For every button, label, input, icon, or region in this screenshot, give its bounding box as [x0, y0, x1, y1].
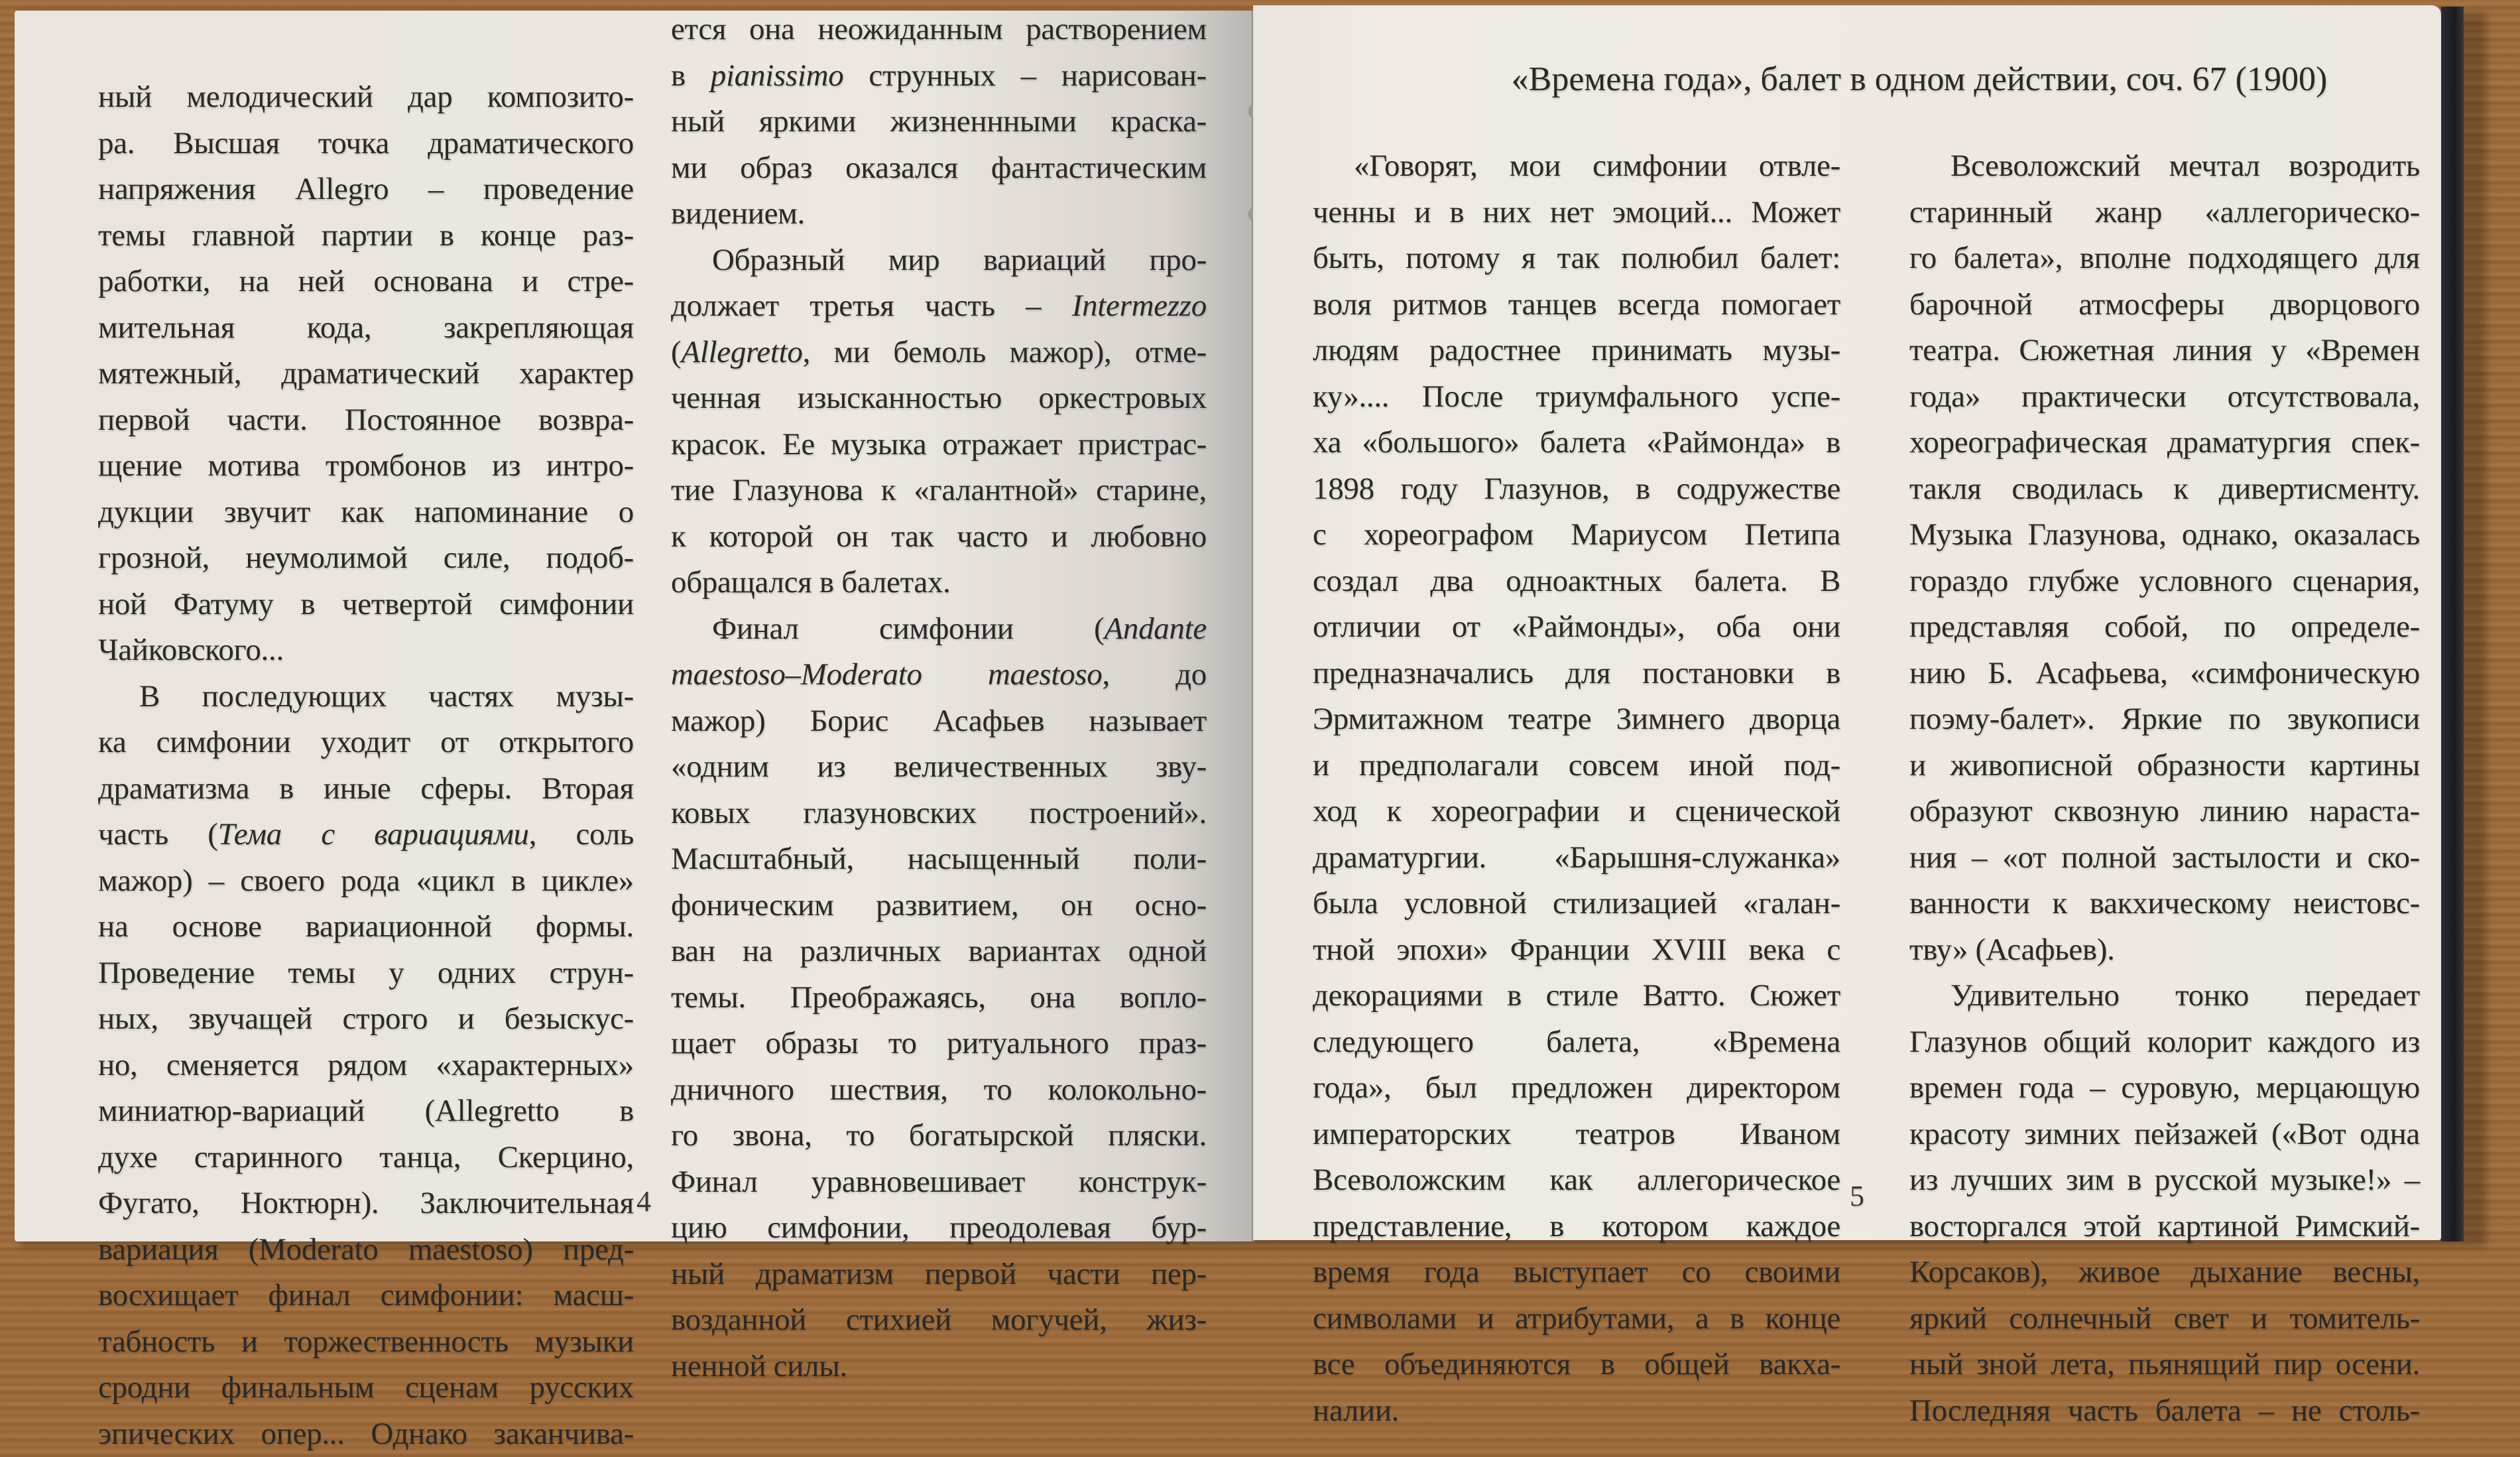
text-line: мажор) Борис Асафьев называет — [671, 698, 1207, 745]
text-line: го звона, то богатырской пляски. — [671, 1113, 1207, 1159]
text-line: в pianissimo струнных – нарисован- — [671, 53, 1207, 99]
text-line: Корсаков), живое дыхание весны, — [1909, 1249, 2420, 1296]
text-line: создал два одноактных балета. В — [1313, 558, 1840, 605]
text-line: видением. — [671, 191, 1207, 237]
text-line: к которой он так часто и любовно — [671, 514, 1207, 560]
left-page-column-2 — [671, 7, 1207, 1389]
text-line: Всеволожский мечтал возродить — [1909, 143, 2420, 190]
text-line: гораздо глубже условного сценария, — [1909, 558, 2420, 605]
text-line: императорских театров Иваном — [1313, 1111, 1840, 1158]
booklet-cover-edge — [2441, 7, 2464, 1241]
text-line: драматургии. «Барышня-служанка» — [1313, 835, 1840, 881]
page-number-right: 5 — [1850, 1179, 1864, 1213]
text-line: предназначались для постановки в — [1313, 651, 1840, 697]
text-line: представление, в котором каждое — [1313, 1204, 1840, 1250]
text-line: дничного шествия, то колокольно- — [671, 1067, 1207, 1113]
text-line: года» практически отсутствовала, — [1909, 374, 2420, 420]
text-line: хореографическая драматургия спек- — [1909, 420, 2420, 466]
text-line: старинный жанр «аллегорическо- — [1909, 190, 2420, 236]
text-line: и живописной образности картины — [1909, 743, 2420, 789]
text-line: года», был предложен директором — [1313, 1065, 1840, 1111]
text-line: ход к хореографии и сценической — [1313, 789, 1840, 835]
text-line: ка симфонии уходит от открытого — [98, 720, 634, 766]
page-number-left: 4 — [636, 1184, 651, 1218]
text-line: символами и атрибутами, а в конце — [1313, 1296, 1840, 1342]
text-line: но, сменяется рядом «характерных» — [98, 1043, 634, 1089]
text-line: людям радостнее принимать музы- — [1313, 328, 1840, 374]
text-line: Образный мир вариаций про- — [671, 237, 1207, 284]
text-line: театра. Сюжетная линия у «Времен — [1909, 328, 2420, 374]
text-line: ванности к вакхическому неистовс- — [1909, 881, 2420, 927]
text-line: Эрмитажном театре Зимнего дворца — [1313, 696, 1840, 743]
text-line: maestoso–Moderato maestoso, до — [671, 652, 1207, 698]
text-line: ный зной лета, пьянящий пир осени. — [1909, 1342, 2420, 1388]
text-line: ненной силы. — [671, 1344, 1207, 1390]
text-line: из лучших зим в русской музыке!» – — [1909, 1157, 2420, 1204]
text-line: грозной, неумолимой силе, подоб- — [98, 535, 634, 582]
text-line: го балета», вполне подходящего для — [1909, 235, 2420, 282]
text-line: фоническим развитием, он осно- — [671, 883, 1207, 929]
text-line: ченная изысканностью оркестровых — [671, 375, 1207, 422]
text-line: тной эпохи» Франции XVIII века с — [1313, 927, 1840, 974]
text-line: Финал уравновешивает конструк- — [671, 1159, 1207, 1206]
text-line: восторгался этой картиной Римский- — [1909, 1204, 2420, 1250]
text-line: времен года – суровую, мерцающую — [1909, 1065, 2420, 1111]
text-line: ковых глазуновских построений». — [671, 791, 1207, 837]
text-line: такля сводилась к дивертисменту. — [1909, 466, 2420, 513]
text-line: на основе вариационной формы. — [98, 904, 634, 950]
text-line: красок. Ее музыка отражает пристрас- — [671, 422, 1207, 468]
text-line: возданной стихией могучей, жиз- — [671, 1297, 1207, 1344]
text-line: ра. Высшая точка драматического — [98, 121, 634, 167]
text-line: ных, звучащей строго и безыскус- — [98, 996, 634, 1043]
text-line: ку».... После триумфального успе- — [1313, 374, 1840, 420]
text-line: сродни финальным сценам русских — [98, 1365, 634, 1411]
text-line: «Говорят, мои симфонии отвле- — [1313, 143, 1840, 190]
text-line: мятежный, драматический характер — [98, 351, 634, 397]
text-line: барочной атмосферы дворцового — [1909, 282, 2420, 328]
text-line: была условной стилизацией «галан- — [1313, 881, 1840, 927]
text-line: налии. — [1313, 1388, 1840, 1434]
text-line: дукции звучит как напоминание о — [98, 489, 634, 536]
right-page-column-2 — [1909, 143, 2420, 1434]
text-line: Проведение темы у одних струн- — [98, 950, 634, 997]
text-line: «одним из величественных зву- — [671, 744, 1207, 791]
text-line: образуют сквозную линию нараста- — [1909, 789, 2420, 835]
text-line: и предполагали совсем иной под- — [1313, 743, 1840, 789]
text-line: духе старинного танца, Скерцино, — [98, 1135, 634, 1181]
text-line: время года выступает со своими — [1313, 1249, 1840, 1296]
text-line: отличии от «Раймонды», оба они — [1313, 604, 1840, 651]
text-line: быть, потому я так полюбил балет: — [1313, 235, 1840, 282]
text-line: ченны и в них нет эмоций... Может — [1313, 190, 1840, 236]
text-line: тие Глазунова к «галантной» старине, — [671, 468, 1207, 514]
text-line: ный яркими жизненнными краска- — [671, 99, 1207, 145]
text-line: Глазунов общий колорит каждого из — [1909, 1019, 2420, 1066]
text-line: первой части. Постоянное возвра- — [98, 397, 634, 444]
text-line: ван на различных вариантах одной — [671, 928, 1207, 975]
text-line: Последняя часть балета – не столь- — [1909, 1388, 2420, 1434]
text-line: мительная кода, закрепляющая — [98, 305, 634, 351]
text-line: 1898 году Глазунов, в содружестве — [1313, 466, 1840, 513]
text-line: Фугато, Ноктюрн). Заключительная — [98, 1180, 634, 1227]
text-line: Финал симфонии (Andante — [671, 606, 1207, 653]
text-line: Всеволожским как аллегорическое — [1313, 1157, 1840, 1204]
text-line: обращался в балетах. — [671, 560, 1207, 606]
text-line: В последующих частях музы- — [98, 674, 634, 720]
text-line: (Allegretto, ми бемоль мажор), отме- — [671, 330, 1207, 376]
text-line: представляя собой, по определе- — [1909, 604, 2420, 651]
text-line: ми образ оказался фантастическим — [671, 145, 1207, 192]
text-line: восхищает финал симфонии: масш- — [98, 1273, 634, 1319]
text-line: темы главной партии в конце раз- — [98, 213, 634, 259]
text-line: нию Б. Асафьева, «симфоническую — [1909, 651, 2420, 697]
text-line: темы. Преображаясь, она вопло- — [671, 975, 1207, 1021]
text-line: вариация (Moderato maestoso) пред- — [98, 1227, 634, 1273]
left-page-column-1 — [98, 74, 634, 1457]
text-line: миниатюр-вариаций (Allegretto в — [98, 1088, 634, 1135]
text-line: ный драматизм первой части пер- — [671, 1251, 1207, 1298]
text-line: драматизма в иные сферы. Вторая — [98, 766, 634, 812]
text-line: ется она неожиданным растворением — [671, 7, 1207, 53]
text-line: щение мотива тромбонов из интро- — [98, 443, 634, 489]
text-line: ный мелодический дар композито- — [98, 74, 634, 121]
text-line: Чайковского... — [98, 627, 634, 674]
text-line: ной Фатуму в четвертой симфонии — [98, 582, 634, 628]
text-line: ния – «от полной застылости и ско- — [1909, 835, 2420, 881]
text-line: тву» (Асафьев). — [1909, 927, 2420, 974]
text-line: с хореографом Мариусом Петипа — [1313, 512, 1840, 558]
text-line: воля ритмов танцев всегда помогает — [1313, 282, 1840, 328]
text-line: поэму-балет». Яркие по звукописи — [1909, 696, 2420, 743]
left-page — [15, 11, 1253, 1241]
text-line: эпических опер... Однако заканчива- — [98, 1411, 634, 1457]
text-line: часть (Тема с вариациями, соль — [98, 812, 634, 858]
text-line: следующего балета, «Времена — [1313, 1019, 1840, 1066]
text-line: табность и торжественность музыки — [98, 1319, 634, 1365]
text-line: мажор) – своего рода «цикл в цикле» — [98, 858, 634, 905]
text-line: красоту зимних пейзажей («Вот одна — [1909, 1111, 2420, 1158]
ballet-section-title: «Времена года», балет в одном действии, соч. 67 (1900) — [1485, 60, 2354, 99]
text-line: ха «большого» балета «Раймонда» в — [1313, 420, 1840, 466]
text-line: Музыка Глазунова, однако, оказалась — [1909, 512, 2420, 558]
text-line: цию симфонии, преодолевая бур- — [671, 1205, 1207, 1251]
text-line: декорациями в стиле Ватто. Сюжет — [1313, 973, 1840, 1019]
text-line: напряжения Allegro – проведение — [98, 166, 634, 213]
text-line: щает образы то ритуального праз- — [671, 1021, 1207, 1067]
text-line: работки, на ней основана и стре- — [98, 259, 634, 305]
text-line: Масштабный, насыщенный поли- — [671, 836, 1207, 883]
text-line: яркий солнечный свет и томитель- — [1909, 1296, 2420, 1342]
right-page — [1253, 5, 2441, 1240]
text-line: Удивительно тонко передает — [1909, 973, 2420, 1019]
right-page-column-1 — [1313, 143, 1840, 1434]
text-line: должает третья часть – Intermezzo — [671, 283, 1207, 330]
text-line: все объединяются в общей вакха- — [1313, 1342, 1840, 1388]
